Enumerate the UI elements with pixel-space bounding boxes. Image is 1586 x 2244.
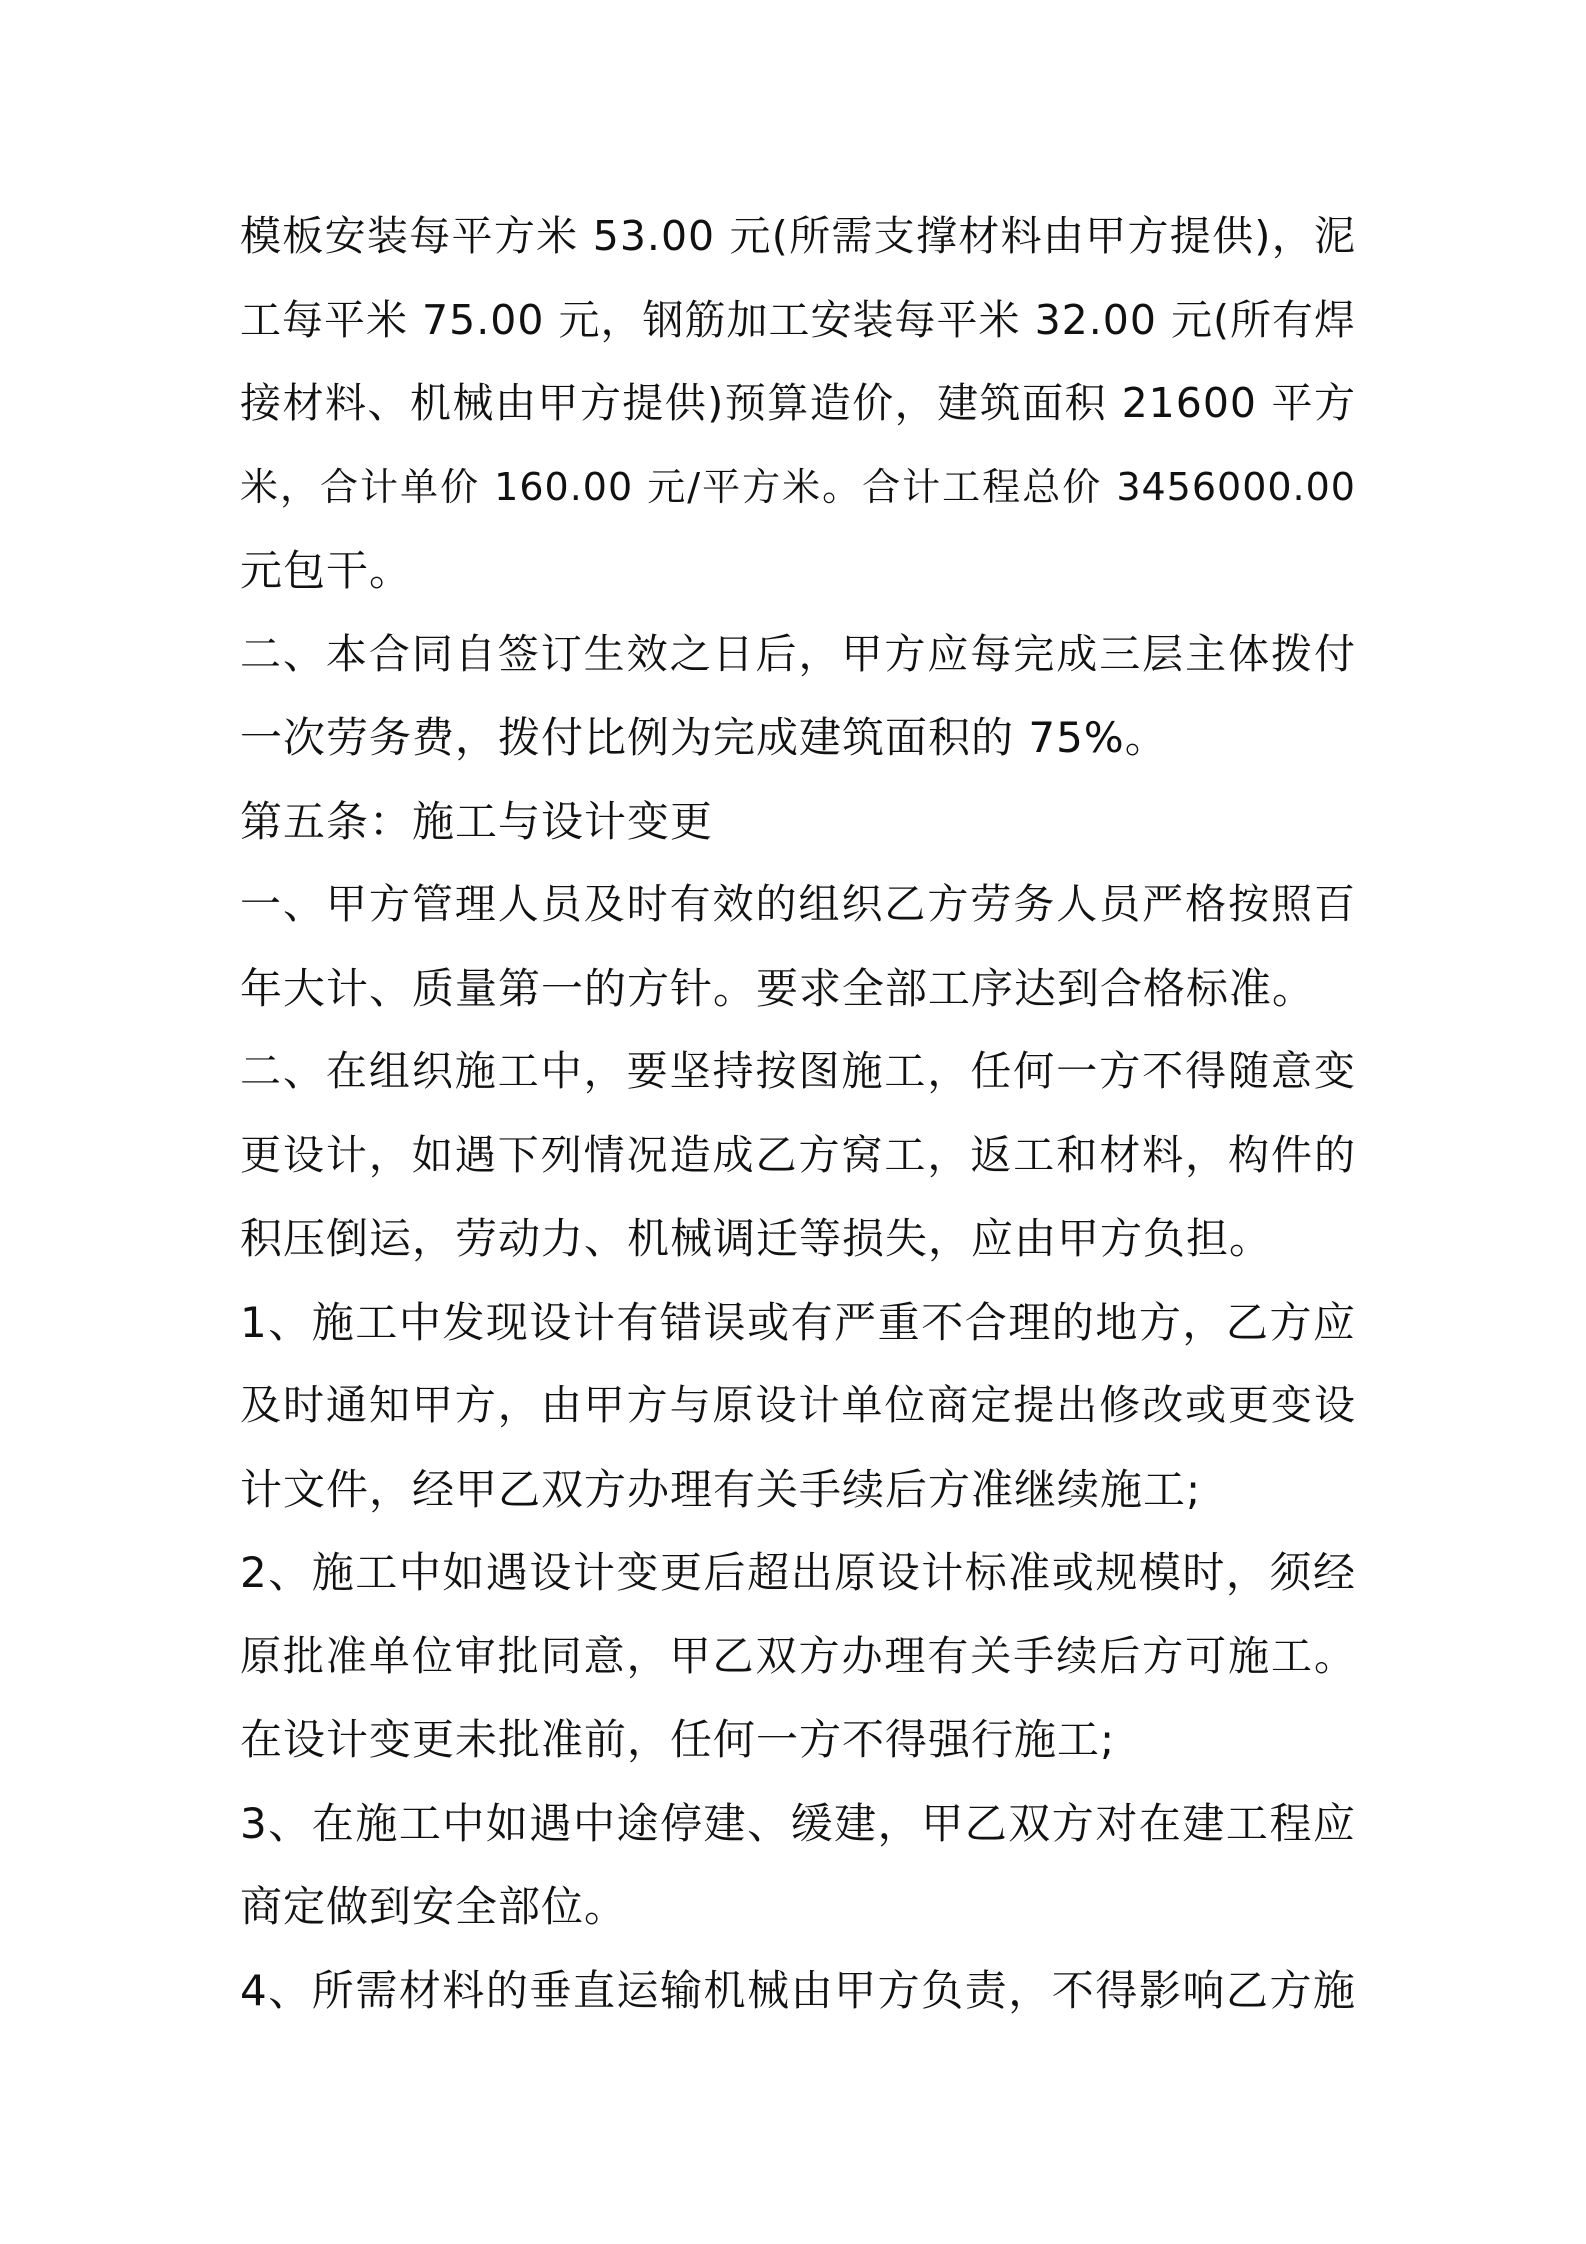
text-line: 二、本合同自签订生效之日后，甲方应每完成三层主体拨付 [240, 629, 1356, 678]
text-line: 接材料、机械由甲方提供)预算造价，建筑面积 21600 平方 [240, 379, 1356, 427]
text-line: 1、施工中发现设计有错误或有严重不合理的地方，乙方应 [240, 1297, 1356, 1347]
text-line: 工每平米 75.00 元，钢筋加工安装每平米 32.00 元(所有焊 [240, 295, 1356, 344]
text-line: 一次劳务费，拨付比例为完成建筑面积的 75%。 [240, 713, 1168, 762]
text-line: 元包干。 [240, 546, 413, 595]
section-heading: 第五条：施工与设计变更 [240, 796, 714, 846]
text-line: 计文件，经甲乙双方办理有关手续后方准继续施工; [240, 1464, 1202, 1514]
text-line: 原批准单位审批同意，甲乙双方办理有关手续后方可施工。 [240, 1631, 1356, 1680]
text-line: 4、所需材料的垂直运输机械由甲方负责，不得影响乙方施 [240, 1965, 1356, 2015]
text-line: 及时通知甲方，由甲方与原设计单位商定提出修改或更变设 [240, 1381, 1356, 1429]
text-line: 2、施工中如遇设计变更后超出原设计标准或规模时，须经 [240, 1548, 1356, 1597]
text-line: 年大计、质量第一的方针。要求全部工序达到合格标准。 [240, 963, 1316, 1013]
text-line: 3、在施工中如遇中途停建、缓建，甲乙双方对在建工程应 [240, 1798, 1356, 1848]
text-line: 米，合计单价 160.00 元/平方米。合计工程总价 3456000.00 [240, 464, 1356, 509]
text-line: 模板安装每平方米 53.00 元(所需支撑材料由甲方提供)，泥 [240, 212, 1356, 260]
text-line: 在设计变更未批准前，任何一方不得强行施工; [240, 1715, 1116, 1764]
text-line: 更设计，如遇下列情况造成乙方窝工，返工和材料，构件的 [240, 1130, 1356, 1179]
text-line: 积压倒运，劳动力、机械调迁等损失，应由甲方负担。 [240, 1214, 1273, 1263]
text-line: 商定做到安全部位。 [240, 1882, 628, 1931]
text-line: 一、甲方管理人员及时有效的组织乙方劳务人员严格按照百 [240, 880, 1356, 928]
contract-text-body [240, 195, 1356, 2032]
text-line: 二、在组织施工中，要坚持按图施工，任何一方不得随意变 [240, 1047, 1356, 1095]
